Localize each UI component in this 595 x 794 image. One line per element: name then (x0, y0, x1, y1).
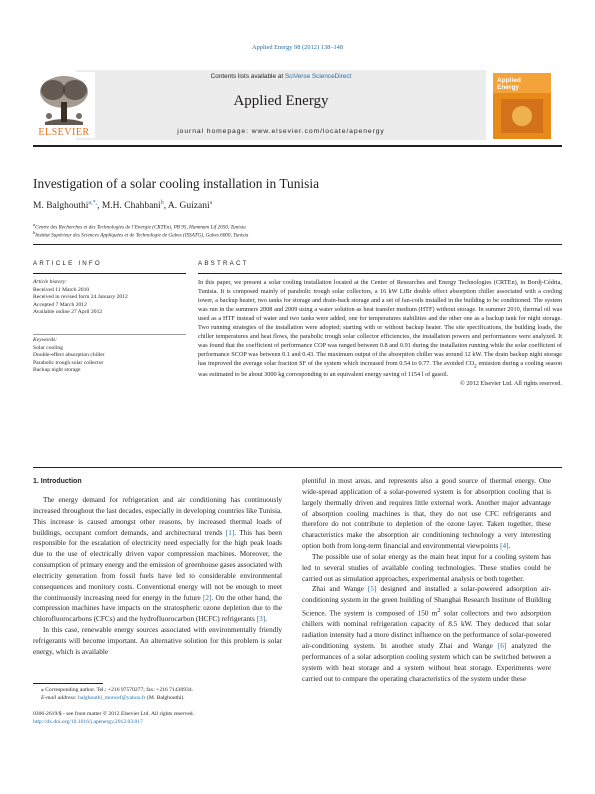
contents-line (76, 73, 486, 80)
intro-paragraph-5 (302, 584, 551, 684)
abstract-text-2: emission during a cooling season was estimated to be about 3000 kg corresponding to an equivalent energy saving of 1154 l of gasoil. (198, 359, 562, 378)
history-label: Article history: (33, 279, 68, 285)
intro-p1-text-a: The energy demand for refrigeration and air conditioning has continuously increased throughout the last decades, especially in developing countries like Tunisia. This increase is caused amongst other reasons, by increased thermal loads of buildings, occupant comfort demands, and architectural trends (33, 496, 282, 537)
affiliation-b-text: Institut Supérieur des Sciences Appliquées et de Technologie de Gabes (ISSATG), Gabes 6000, Tunisia (35, 232, 249, 239)
author-2[interactable]: M.H. Chahbani (101, 201, 161, 212)
journal-cover-thumbnail[interactable] (493, 73, 551, 139)
abstract-body (198, 279, 562, 389)
intro-p1-text-c: . On the other hand, the compression machines have impacts on the stratospheric ozone depletion due to the chlorofluorocarbons (CFCs) and the hydrofluorocarbon (HCFC) refrigerants (33, 593, 282, 624)
abstract-paragraph (198, 279, 562, 380)
body-column-right (302, 476, 551, 684)
history-online: Available online 27 April 2012 (33, 309, 103, 316)
footnote-mark: ⁎ (41, 687, 44, 693)
intro-paragraph-1 (33, 495, 282, 625)
abstract-co2-subscript: 2 (474, 362, 477, 369)
keyword-item: Double-effect absorption chiller (33, 352, 105, 359)
author-1-marks[interactable]: a,*, (88, 200, 98, 206)
footnote-corresponding-text: Corresponding author. Tel.: +216 97570277; fax: +216 71430934. (45, 687, 194, 693)
keyword-item: Solar cooling (33, 344, 63, 351)
affiliation-b (33, 230, 248, 239)
abstract-heading: ABSTRACT (198, 260, 249, 267)
issn-block (33, 710, 333, 726)
author-2-marks[interactable]: b (160, 200, 164, 206)
issn-line: 0306-2619/$ - see front matter © 2012 Elsevier Ltd. All rights reserved. (33, 711, 194, 717)
journal-title: Applied Energy (233, 93, 329, 109)
journal-homepage[interactable]: journal homepage: www.elsevier.com/locate/apenergy (177, 128, 385, 135)
reference-link-3[interactable]: [3] (256, 615, 266, 624)
history-accepted: Accepted 7 March 2012 (33, 301, 87, 308)
reference-link-5[interactable]: [5] (367, 585, 377, 594)
cover-title-line-2: Energy (497, 84, 520, 91)
contents-prefix: Contents lists available at (210, 73, 285, 80)
keyword-item: Backup night storage (33, 367, 81, 374)
author-list: M. Balghouthi$^{a,*,}$, M.H. Chahbani$^b$, A. Guizani$^a$ (33, 200, 213, 212)
reference-link-2[interactable]: [2] (203, 593, 212, 602)
body-column-left (33, 495, 282, 658)
footnote-email-label: E-mail address: (41, 695, 77, 701)
footnote-corresponding (33, 686, 282, 694)
cover-title-line-1: Applied (497, 77, 521, 84)
reference-link-6[interactable]: [6] (497, 642, 507, 651)
sciencedirect-link[interactable]: SciVerse ScienceDirect (284, 73, 352, 80)
history-revised: Received in revised form 24 January 2012 (33, 294, 128, 301)
article-info-rule (33, 273, 186, 274)
article-info-heading: ARTICLE INFO (33, 260, 102, 267)
keywords-block (33, 337, 186, 375)
keywords-rule (33, 334, 186, 335)
copyright-line: © 2012 Elsevier Ltd. All rights reserved. (460, 379, 562, 387)
author-3-marks[interactable]: a (209, 200, 213, 206)
author-3[interactable]: A. Guizani (167, 201, 210, 212)
footnote-rule (33, 683, 103, 684)
reference-link-4[interactable]: [4] (500, 542, 509, 551)
author-1[interactable]: M. Balghouthi (33, 201, 89, 212)
elsevier-wordmark: ELSEVIER (38, 127, 90, 138)
reference-link-1[interactable]: [1] (225, 528, 235, 537)
intro-paragraph-2: In this case, renewable energy sources associated with environmentally friendly refrigerants will become important. An alternative solution for this problem is solar energy, which is available (33, 626, 282, 656)
author-email-link[interactable]: balghouthi_moncef@yahoo.fr (78, 695, 146, 701)
intro-r3-superscript: 2 (437, 608, 441, 615)
intro-paragraph-4: The possible use of solar energy as the main heat input for a cooling system has led to several studies of available cooling technologies. These studies could be carried out as simulation approaches, experimental analysis or both together. (302, 552, 551, 583)
abstract-text-1: In this paper, we present a solar cooling installation located at the Center of Researches and Energy Technologies (CRTEn), in Bordj-Cédria, Tunisia. It is composed mainly of parabolic trough solar collectors, a 16 kW LiBr double effect absorption chiller associated with a cooling tower, a backup heater, two tanks for storage and drain-back storage and a set of fan-coils installed in the building to be conditioned. The system was run in the summers 2008 and 2009 using a water solution as heat transfer medium (HTF) without storage. In summer 2010, thermal oil was used as a HTF instead of water and two tanks were added, one for temperatures stabilities and the other one as a backup tank for night storage. Two running strategies of the installation were adopted; starting with or without backup heater. The site specifications, the building loads, the chiller temperatures and heat flows, the parabolic trough solar collector efficiencies, the installation powers and performances were analyzed. It was found that the coefficient of performance COP was ranged between 0.8 and 0.91 during the installation running while the solar coefficient of performance SCOP was between 0.1 and 0.43. The maximum output of the absorption chiller was around 12 kW. The drain backup night storage has improved the average solar fraction SF of the system which increased from 0.54 to 0.77. The avoided CO (198, 279, 562, 367)
intro-r3-text-c: solar collectors and two adsorption chillers with nominal refrigeration capacity of 8.5 kW. They deduced that solar radiation intensity had a more distinct influence on the performance of solar-powered air-conditioning system. In another study Zhai and Wange (302, 609, 552, 651)
journal-citation[interactable]: Applied Energy 98 (2012) 138–148 (251, 44, 344, 51)
abstract-rule (198, 273, 562, 274)
intro-r3-text-a: Zhai and Wange (312, 585, 368, 594)
affiliation-a-text: Centre des Recherches et des Technologies de l’Energie (CRTEn), PB 95, Hammam Lif 2050, Tunisia (35, 224, 246, 231)
abstract-bottom-rule (33, 467, 562, 468)
doi-link[interactable]: http://dx.doi.org/10.1016/j.apenergy.2012.03.017 (33, 719, 143, 725)
footnote-email-suffix: (M. Balghouthi). (146, 695, 185, 701)
header-rule (33, 145, 562, 147)
intro-p1-text-d: . (265, 615, 267, 624)
keywords-label: Keywords: (33, 337, 58, 343)
affiliation-a-mark: a (33, 222, 36, 227)
keyword-item: Parabolic trough solar collector (33, 359, 104, 366)
introduction-heading: 1. Introduction (33, 478, 82, 485)
affiliation-b-mark: b (33, 230, 36, 235)
intro-r3-text-b: designed and installed a solar-powered adsorption air-conditioning system in the green building of Shanghai Research Institute of Building Science. The system is composed of 150 m (302, 585, 551, 618)
article-title: Investigation of a solar cooling installation in Tunisia (33, 176, 320, 191)
intro-paragraph-3 (302, 476, 551, 552)
intro-r3-text-d: analyzed the performances of a solar adsorption cooling system which can be switched between a system with heat storage and a system without heat storage. Experiments were carried out to compare the operating characteristics of the system under these (302, 642, 551, 683)
history-received: Received 11 March 2010 (33, 286, 90, 293)
intro-r1-text-b: . (508, 542, 511, 551)
article-history (33, 279, 186, 317)
title-rule (33, 244, 562, 245)
corresponding-author-footnote (33, 686, 282, 702)
intro-r1-text-a: plentiful in most areas, and represents also a good source of thermal energy. One wide-spread application of a solar-powered system is for absorption cooling that is largely thermally driven and requires little external work. Another major advantage of absorption cooling machines is that, they do not use CFC refrigerants and therefore do not contribute to depletion of the ozone layer. Taken together, these characteristics make the absorption air conditioning technology a very interesting option both from long-term financial and environmental viewpoints (302, 477, 551, 551)
intro-p1-text-b: . This has been responsible for the escalation of electricity need especially for the high peak loads due to the use of electrically driven vapor compression machines. Moreover, the consumption of primary energy and the emission of greenhouse gases associated with electricity generation from fossil fuels have led to considerable environmental consequences and monitory costs. Conventional energy will not be enough to meet the continuously increasing need for energy in the future (33, 528, 282, 602)
footnote-email-line (33, 694, 282, 702)
